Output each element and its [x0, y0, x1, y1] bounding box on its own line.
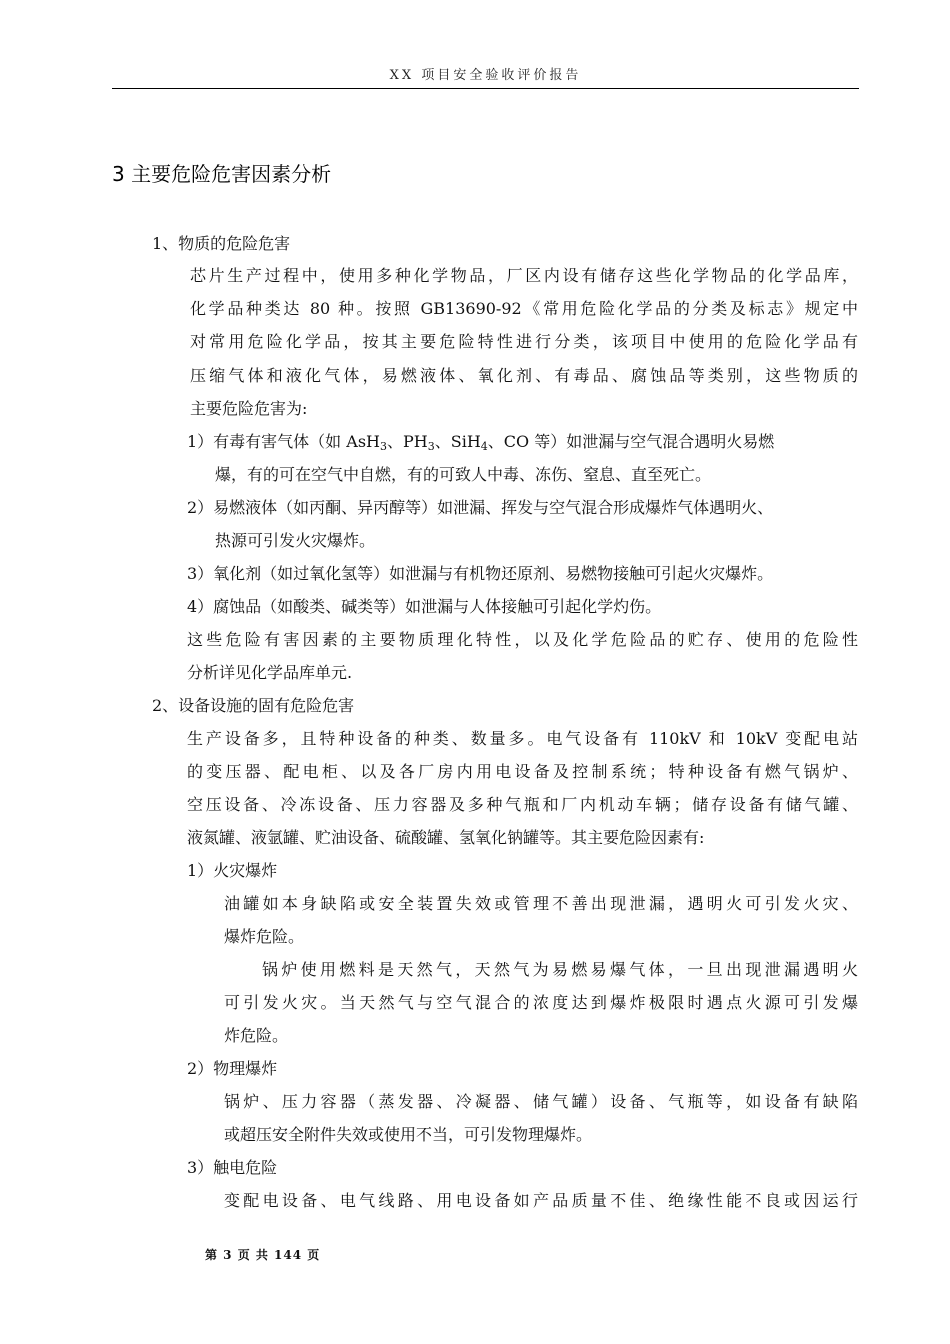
hazard-item-3: 3）氧化剂（如过氧化氢等）如泄漏与有机物还原剂、易燃物接触可引起火灾爆炸。 [187, 564, 774, 583]
hazard-item-1-cont: 爆，有的可在空气中自燃，有的可致人中毒、冻伤、窒息、直至死亡。 [215, 465, 712, 484]
fire-explosion-para-line: 锅炉使用燃料是天然气，天然气为易燃易爆气体，一旦出现泄漏遇明火 [262, 960, 858, 979]
fire-explosion-para-line: 可引发火灾。当天然气与空气混合的浓度达到爆炸极限时遇点火源可引发爆 [224, 993, 858, 1012]
section2-para-line: 空压设备、冷冻设备、压力容器及多种气瓶和厂内机动车辆；储存设备有储气罐、 [187, 795, 858, 814]
subsection-fire-explosion-heading: 1）火灾爆炸 [187, 861, 278, 880]
electric-shock-para-line: 变配电设备、电气线路、用电设备如产品质量不佳、绝缘性能不良或因运行 [224, 1191, 858, 1210]
hazard-item-2: 2）易燃液体（如丙酮、异丙醇等）如泄漏、挥发与空气混合形成爆炸气体遇明火、 [187, 498, 774, 517]
section-title: 3 主要危险危害因素分析 [112, 162, 332, 186]
hazard-item-1 [187, 432, 774, 452]
fire-explosion-para-line: 炸危险。 [224, 1026, 289, 1045]
section1-para-line: 对常用危险化学品，按其主要危险特性进行分类，该项目中使用的危险化学品有 [190, 332, 858, 351]
section2-para-line: 生产设备多，且特种设备的种类、数量多。电气设备有 110kV 和 10kV 变配电站 [187, 729, 858, 748]
hazard-item-1-text: 、PH [387, 432, 428, 451]
section1-para-line: 化学品种类达 80 种。按照 GB13690-92《常用危险化学品的分类及标志》规定中 [190, 299, 858, 318]
section2-para-line: 液氮罐、液氩罐、贮油设备、硫酸罐、氢氧化钠罐等。其主要危险因素有: [187, 828, 705, 847]
fire-explosion-para-line: 油罐如本身缺陷或安全装置失效或管理不善出现泄漏，遇明火可引发火灾、 [224, 894, 858, 913]
formula-subscript: 3 [427, 440, 435, 453]
formula-subscript: 3 [380, 440, 387, 453]
section1-para-line: 芯片生产过程中，使用多种化学物品，厂区内设有储存这些化学物品的化学品库， [190, 266, 858, 285]
physical-explosion-para-line: 或超压安全附件失效或使用不当，可引发物理爆炸。 [224, 1125, 593, 1144]
section2-para-line: 的变压器、配电柜、以及各厂房内用电设备及控制系统；特种设备有燃气锅炉、 [187, 762, 858, 781]
section1-closing-line: 分析详见化学品库单元. [187, 663, 353, 682]
section1-para-line: 压缩气体和液化气体，易燃液体、氧化剂、有毒品、腐蚀品等类别，这些物质的 [190, 366, 858, 385]
subsection-electric-shock-heading: 3）触电危险 [187, 1158, 278, 1177]
hazard-item-1-text: 、CO 等）如泄漏与空气混合遇明火易燃 [487, 432, 775, 451]
section1-para-line: 主要危险危害为: [190, 399, 308, 418]
section1-closing-line: 这些危险有害因素的主要物质理化特性，以及化学危险品的贮存、使用的危险性 [187, 630, 858, 649]
fire-explosion-para-line: 爆炸危险。 [224, 927, 305, 946]
physical-explosion-para-line: 锅炉、压力容器（蒸发器、冷凝器、储气罐）设备、气瓶等，如设备有缺陷 [224, 1092, 858, 1111]
subsection-physical-explosion-heading: 2）物理爆炸 [187, 1059, 278, 1078]
hazard-item-1-text: 1）有毒有害气体（如 AsH [187, 432, 380, 451]
section1-heading: 1、物质的危险危害 [152, 234, 291, 253]
formula-subscript: 4 [480, 440, 488, 453]
running-header: XX 项目安全验收评价报告 [389, 68, 582, 83]
hazard-item-4: 4）腐蚀品（如酸类、碱类等）如泄漏与人体接触可引起化学灼伤。 [187, 597, 662, 616]
header-rule [112, 88, 859, 89]
section2-heading: 2、设备设施的固有危险危害 [152, 696, 355, 715]
hazard-item-2-cont: 热源可引发火灾爆炸。 [215, 531, 376, 550]
page-number: 第 3 页 共 144 页 [205, 1248, 321, 1262]
hazard-item-1-text: 、SiH [434, 432, 481, 451]
